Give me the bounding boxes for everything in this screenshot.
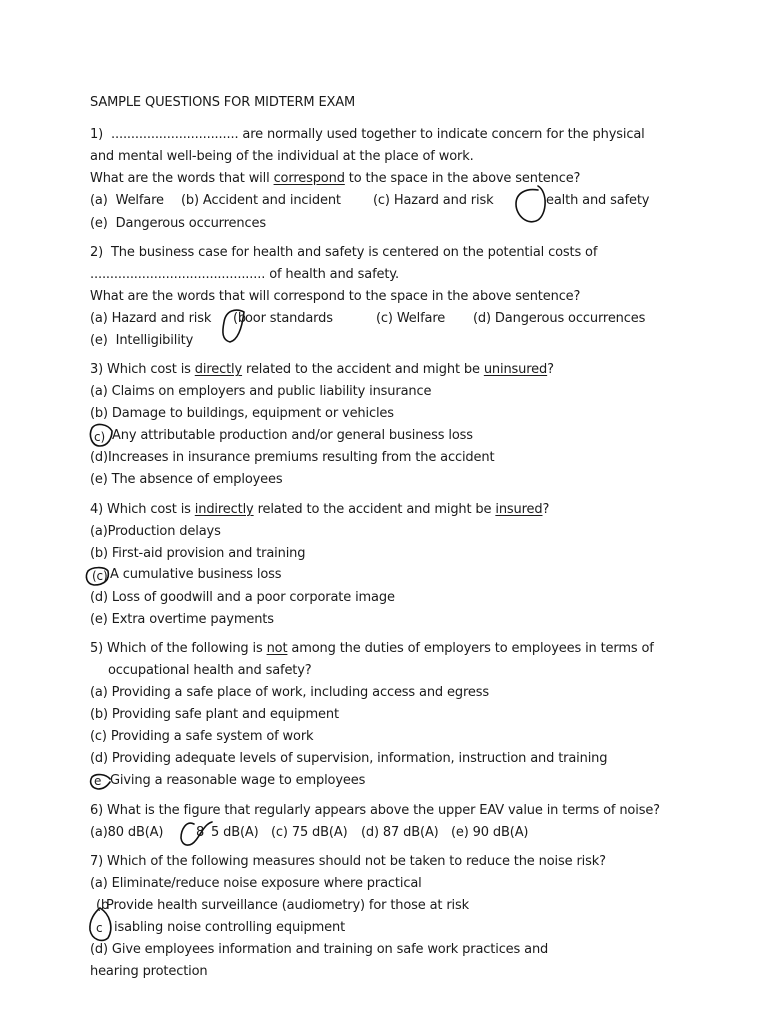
q5-option-b: (b) Providing safe plant and equipment	[90, 707, 339, 722]
q4-option-e: (e) Extra overtime payments	[90, 612, 274, 627]
q6-option-e: (e) 90 dB(A)	[451, 825, 529, 840]
q3-option-c: Any attributable production and/or general business loss	[112, 428, 473, 443]
q2-option-c: (c) Welfare	[376, 311, 446, 326]
q6-option-d: (d) 87 dB(A)	[361, 825, 439, 840]
q6-option-c: (c) 75 dB(A)	[271, 825, 348, 840]
q6-option-b: 5 dB(A)	[211, 825, 259, 840]
q3-question: 3) Which cost is directly related to the accident and might be uninsured?	[90, 362, 554, 377]
q6-question: 6) What is the figure that regularly appears above the upper EAV value in terms of noise?	[90, 803, 660, 818]
q7-handwritten-letter-b: (b	[96, 898, 110, 913]
q5-handwritten-letter-e: e	[94, 774, 102, 788]
q2-option-a: (a) Hazard and risk	[90, 311, 212, 326]
q4-option-a: (a)Production delays	[90, 524, 221, 539]
q3-option-a: (a) Claims on employers and public liability insurance	[90, 384, 432, 399]
page-title: SAMPLE QUESTIONS FOR MIDTERM EXAM	[90, 95, 356, 110]
q4-option-d: (d) Loss of goodwill and a poor corporate image	[90, 590, 395, 605]
q2-option-e: (e) Intelligibility	[90, 333, 194, 348]
q1-answer-circle	[516, 186, 545, 222]
q1-option-b: (b) Accident and incident	[181, 193, 341, 208]
q4-question: 4) Which cost is indirectly related to the accident and might be insured?	[90, 502, 550, 517]
q7-handwritten-letter-c: c	[96, 921, 103, 935]
q1-option-a: (a) Welfare	[90, 193, 164, 208]
q2-option-b: oor standards	[245, 311, 333, 326]
q1-option-d: ealth and safety	[546, 193, 650, 208]
q5-question-line2: occupational health and safety?	[108, 663, 312, 678]
q7-option-b: Provide health surveillance (audiometry) for those at risk	[106, 898, 470, 913]
q2-text-line1: 2) The business case for health and safety is centered on the potential costs of	[90, 245, 598, 260]
q5-question: 5) Which of the following is not among the duties of employers to employees in terms of	[90, 641, 654, 656]
q7-option-c: isabling noise controlling equipment	[114, 920, 346, 935]
q5-option-d: (d) Providing adequate levels of supervision, information, instruction and training	[90, 751, 608, 766]
q7-option-d-line1: (d) Give employees information and training on safe work practices and	[90, 942, 549, 957]
q2-prompt: What are the words that will correspond to the space in the above sentence?	[90, 289, 581, 304]
q2-handwritten-letter-b: (b	[233, 311, 247, 326]
q5-option-a: (a) Providing a safe place of work, including access and egress	[90, 685, 489, 700]
q2-option-d: (d) Dangerous occurrences	[473, 311, 646, 326]
q2-text-line2: ............................................ of health and safety.	[90, 267, 399, 282]
q1-option-c: (c) Hazard and risk	[373, 193, 494, 208]
q5-option-c: (c) Providing a safe system of work	[90, 729, 314, 744]
q6-handwritten-digit: 8	[196, 825, 205, 840]
q1-prompt: What are the words that will correspond to the space in the above sentence?	[90, 171, 581, 186]
q3-option-e: (e) The absence of employees	[90, 472, 283, 487]
q1-text-line2: and mental well-being of the individual at the place of work.	[90, 149, 474, 164]
q4-option-b: (b) First-aid provision and training	[90, 546, 306, 561]
q1-text-line1: 1) ................................ are normally used together to indicate concern for the physical	[90, 127, 645, 142]
q7-question: 7) Which of the following measures should not be taken to reduce the noise risk?	[90, 854, 606, 869]
q3-handwritten-letter-c: c)	[94, 430, 105, 444]
q4-handwritten-letter-c: (c)	[92, 569, 108, 583]
q4-option-c: A cumulative business loss	[110, 567, 282, 582]
q7-option-d-line2: hearing protection	[90, 964, 208, 979]
q1-option-e: (e) Dangerous occurrences	[90, 216, 266, 231]
q5-option-e: Giving a reasonable wage to employees	[110, 773, 366, 788]
q3-option-b: (b) Damage to buildings, equipment or vehicles	[90, 406, 394, 421]
q3-option-d: (d)Increases in insurance premiums resulting from the accident	[90, 450, 495, 465]
q6-option-a: (a)80 dB(A)	[90, 825, 164, 840]
q7-option-a: (a) Eliminate/reduce noise exposure where practical	[90, 876, 422, 891]
